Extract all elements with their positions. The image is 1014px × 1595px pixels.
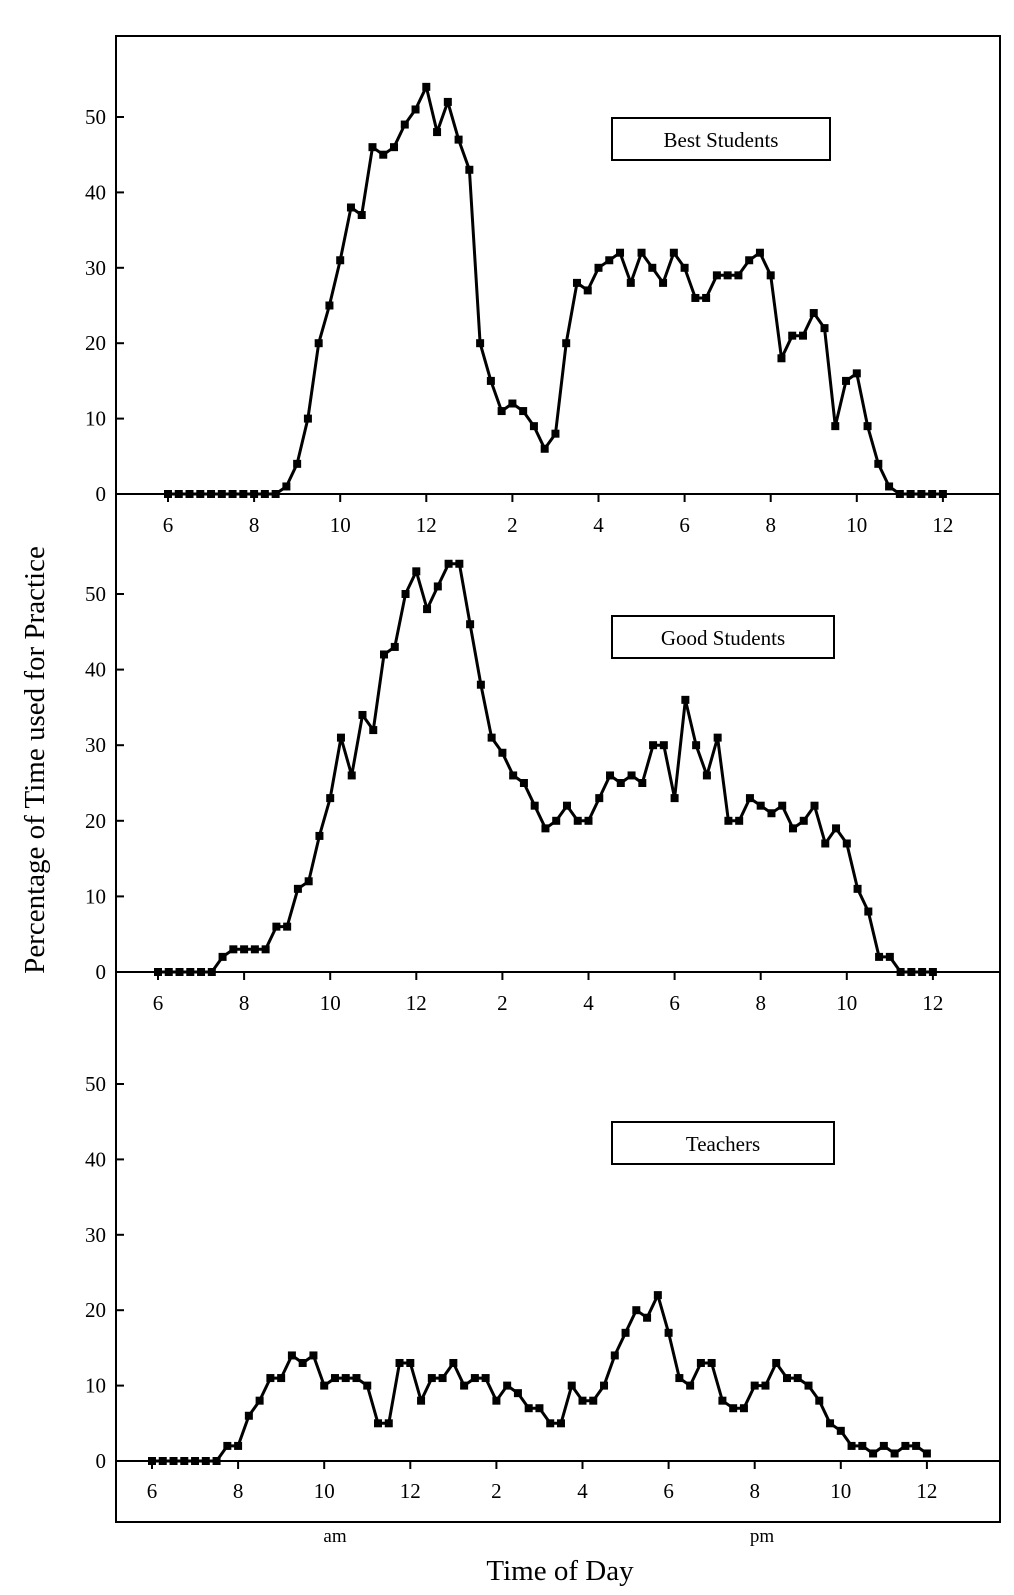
data-point [213,1457,221,1465]
data-point [573,279,581,287]
data-point [165,968,173,976]
data-point [557,1419,565,1427]
data-point [697,1359,705,1367]
data-point [568,1382,576,1390]
y-tick-label: 10 [85,406,106,431]
x-tick-label: 10 [329,513,351,537]
data-point [412,105,420,113]
data-point [191,1457,199,1465]
data-point [541,824,549,832]
data-point [891,1449,899,1457]
data-point [262,945,270,953]
data-point [503,1382,511,1390]
data-point [219,953,227,961]
x-tick-label: 10 [836,991,858,1015]
data-point [628,771,636,779]
data-point [746,794,754,802]
data-point [777,354,785,362]
panel-1 [85,83,1000,537]
data-point [885,482,893,490]
data-point [901,1442,909,1450]
data-point [821,839,829,847]
data-point [239,490,247,498]
data-point [498,749,506,757]
data-point [800,817,808,825]
y-tick-label: 0 [95,960,106,984]
data-point [734,271,742,279]
data-point [417,1397,425,1405]
x-tick-label: 12 [405,991,427,1015]
data-point [546,1419,554,1427]
data-point [912,1442,920,1450]
data-point [923,1449,931,1457]
x-axis-title: Time of Day [486,1555,634,1587]
y-tick-label: 20 [85,808,106,833]
data-point [714,734,722,742]
data-point [611,1351,619,1359]
data-point [627,279,635,287]
data-point [304,415,312,423]
data-point [864,908,872,916]
panel-2 [85,560,1000,1015]
data-point [379,151,387,159]
data-point [708,1359,716,1367]
data-point [718,1397,726,1405]
data-point [939,490,947,498]
y-tick-label: 40 [85,180,106,205]
data-point [272,490,280,498]
data-point [234,1442,242,1450]
data-point [562,339,570,347]
x-tick-label: 10 [830,1479,852,1503]
data-point [772,1359,780,1367]
data-point [455,560,463,568]
data-point [724,271,732,279]
data-point [703,771,711,779]
data-point [369,726,377,734]
x-tick-label: 6 [669,991,680,1015]
y-tick-label: 0 [95,1449,106,1473]
data-point [530,422,538,430]
data-point [396,1359,404,1367]
data-point [643,1314,651,1322]
data-point [348,771,356,779]
data-point [595,794,603,802]
data-point [293,460,301,468]
data-point [681,264,689,272]
data-point [218,490,226,498]
data-point [488,734,496,742]
data-point [154,968,162,976]
data-point [735,817,743,825]
data-point [767,271,775,279]
x-tick-label: 6 [663,1479,674,1503]
data-point [170,1457,178,1465]
data-point [208,968,216,976]
data-point [605,256,613,264]
data-point [180,1457,188,1465]
data-point [159,1457,167,1465]
x-tick-label: 8 [232,1479,244,1503]
data-point [589,1397,597,1405]
data-point [874,460,882,468]
data-point [649,741,657,749]
data-point [358,211,366,219]
data-point [325,302,333,310]
x-tick-label: 2 [491,1479,502,1503]
data-point [897,968,905,976]
data-point [632,1306,640,1314]
data-point [390,143,398,151]
data-point [886,953,894,961]
data-point [197,968,205,976]
data-point [869,1449,877,1457]
data-point [460,1382,468,1390]
data-point [740,1404,748,1412]
x-tick-label: 2 [507,513,518,537]
data-point [320,1382,328,1390]
legend-label: Good Students [660,626,786,650]
data-point [858,1442,866,1450]
pm-label: pm [749,1526,775,1547]
x-tick-label: 8 [755,991,766,1015]
legend-label: Best Students [663,128,779,152]
y-tick-label: 30 [85,255,106,280]
x-tick-label: 8 [238,991,250,1015]
x-tick-label: 4 [577,1479,588,1503]
y-tick-label: 10 [85,884,106,909]
legend-label: Teachers [685,1132,761,1156]
data-point [659,279,667,287]
data-point [250,490,258,498]
y-tick-label: 30 [85,733,106,758]
data-point [261,490,269,498]
data-point [907,490,915,498]
data-point [434,582,442,590]
x-tick-label: 8 [765,513,776,537]
x-tick-label: 12 [415,513,437,537]
data-point [519,407,527,415]
y-tick-label: 0 [95,482,106,506]
data-point [336,256,344,264]
data-point [207,490,215,498]
data-point [202,1457,210,1465]
data-point [476,339,484,347]
y-tick-label: 20 [85,1298,106,1323]
data-point [374,1419,382,1427]
data-point [223,1442,231,1450]
x-tick-label: 4 [593,513,604,537]
data-point [465,166,473,174]
data-point [283,923,291,931]
data-point [896,490,904,498]
data-point [347,203,355,211]
data-point [551,430,559,438]
data-point [648,264,656,272]
data-point [761,1382,769,1390]
data-point [574,817,582,825]
data-point [563,802,571,810]
data-point [525,1404,533,1412]
data-point [422,83,430,91]
y-tick-label: 20 [85,331,106,356]
data-point [831,422,839,430]
data-point [600,1382,608,1390]
data-point [282,482,290,490]
data-point [337,734,345,742]
data-point [487,377,495,385]
data-point [794,1374,802,1382]
data-point [385,1419,393,1427]
data-point [541,445,549,453]
data-point [266,1374,274,1382]
data-point [757,802,765,810]
panels [85,83,1000,1503]
x-tick-label: 10 [319,991,341,1015]
data-point [552,817,560,825]
data-point [843,839,851,847]
data-point [875,953,883,961]
data-point [799,332,807,340]
data-point [368,143,376,151]
data-point [929,968,937,976]
data-point [832,824,840,832]
y-tick-label: 40 [85,657,106,682]
data-point [853,369,861,377]
data-point [778,802,786,810]
data-point [439,1374,447,1382]
x-tick-label: 10 [313,1479,335,1503]
data-point [176,968,184,976]
data-point [406,1359,414,1367]
x-tick-label: 12 [916,1479,938,1503]
y-tick-label: 50 [85,582,106,606]
data-point [358,711,366,719]
data-point [788,332,796,340]
data-point [681,696,689,704]
data-point [315,832,323,840]
data-point [665,1329,673,1337]
plot-frame [116,36,1000,1522]
data-point [815,1397,823,1405]
x-tick-label: 6 [162,513,174,537]
data-point [579,1397,587,1405]
y-axis-title: Percentage of Time used for Practice [19,546,51,974]
data-point [675,1374,683,1382]
data-point [686,1382,694,1390]
panel-3 [85,1072,1000,1503]
data-point [789,824,797,832]
data-point [520,779,528,787]
data-point [691,294,699,302]
data-point [811,802,819,810]
data-point [907,968,915,976]
data-point [229,490,237,498]
data-point [477,681,485,689]
data-point [256,1397,264,1405]
data-point [245,1412,253,1420]
data-point [713,271,721,279]
data-point [617,779,625,787]
data-point [492,1397,500,1405]
data-point [498,407,506,415]
data-point [745,256,753,264]
data-point [826,1419,834,1427]
data-point [880,1442,888,1450]
data-point [277,1374,285,1382]
data-point [918,968,926,976]
data-point [848,1442,856,1450]
data-point [342,1374,350,1382]
x-tick-label: 6 [679,513,690,537]
data-point [482,1374,490,1382]
y-tick-label: 50 [85,105,106,129]
x-tick-label: 8 [248,513,260,537]
x-tick-label: 2 [497,991,508,1015]
data-point [299,1359,307,1367]
data-point [380,650,388,658]
data-point [821,324,829,332]
data-point [196,490,204,498]
data-point [186,490,194,498]
x-tick-label: 6 [146,1479,158,1503]
data-point [751,1382,759,1390]
y-tick-label: 50 [85,1072,106,1096]
data-point [585,817,593,825]
data-point [175,490,183,498]
data-point [531,802,539,810]
data-point [391,643,399,651]
data-point [864,422,872,430]
data-point [309,1351,317,1359]
x-tick-label: 12 [922,991,944,1015]
data-point [928,490,936,498]
data-point [412,567,420,575]
x-tick-label: 8 [749,1479,760,1503]
data-point [331,1374,339,1382]
data-point [164,490,172,498]
data-point [401,121,409,129]
data-point [595,264,603,272]
data-point [449,1359,457,1367]
data-point [729,1404,737,1412]
data-point [186,968,194,976]
data-point [671,794,679,802]
data-point [854,885,862,893]
data-point [616,249,624,257]
data-point [240,945,248,953]
data-point [917,490,925,498]
x-tick-label: 6 [152,991,164,1015]
data-point [294,885,302,893]
data-point [251,945,259,953]
data-point [842,377,850,385]
data-point [288,1351,296,1359]
x-tick-label: 12 [399,1479,421,1503]
data-point [363,1382,371,1390]
data-point [444,98,452,106]
data-point [229,945,237,953]
data-point [783,1374,791,1382]
data-point [148,1457,156,1465]
data-point [326,794,334,802]
x-tick-label: 4 [583,991,594,1015]
data-point [428,1374,436,1382]
data-point [638,249,646,257]
data-point [702,294,710,302]
data-point [660,741,668,749]
data-point [654,1291,662,1299]
data-point [767,809,775,817]
data-point [670,249,678,257]
am-label: am [323,1526,347,1547]
data-point [606,771,614,779]
data-point [810,309,818,317]
data-point [638,779,646,787]
data-point [466,620,474,628]
data-point [315,339,323,347]
data-point [471,1374,479,1382]
data-point [692,741,700,749]
data-point [352,1374,360,1382]
data-point [724,817,732,825]
data-point [535,1404,543,1412]
y-tick-label: 30 [85,1222,106,1247]
data-point [433,128,441,136]
data-point [305,877,313,885]
data-point [455,136,463,144]
data-point [584,286,592,294]
data-point [622,1329,630,1337]
y-tick-label: 40 [85,1147,106,1172]
data-point [756,249,764,257]
data-point [272,923,280,931]
data-point [509,771,517,779]
data-point [445,560,453,568]
data-point [514,1389,522,1397]
x-tick-label: 12 [932,513,954,537]
data-point [508,400,516,408]
x-tick-label: 10 [846,513,868,537]
data-point [402,590,410,598]
data-point [837,1427,845,1435]
data-point [805,1382,813,1390]
data-point [423,605,431,613]
y-tick-label: 10 [85,1373,106,1398]
